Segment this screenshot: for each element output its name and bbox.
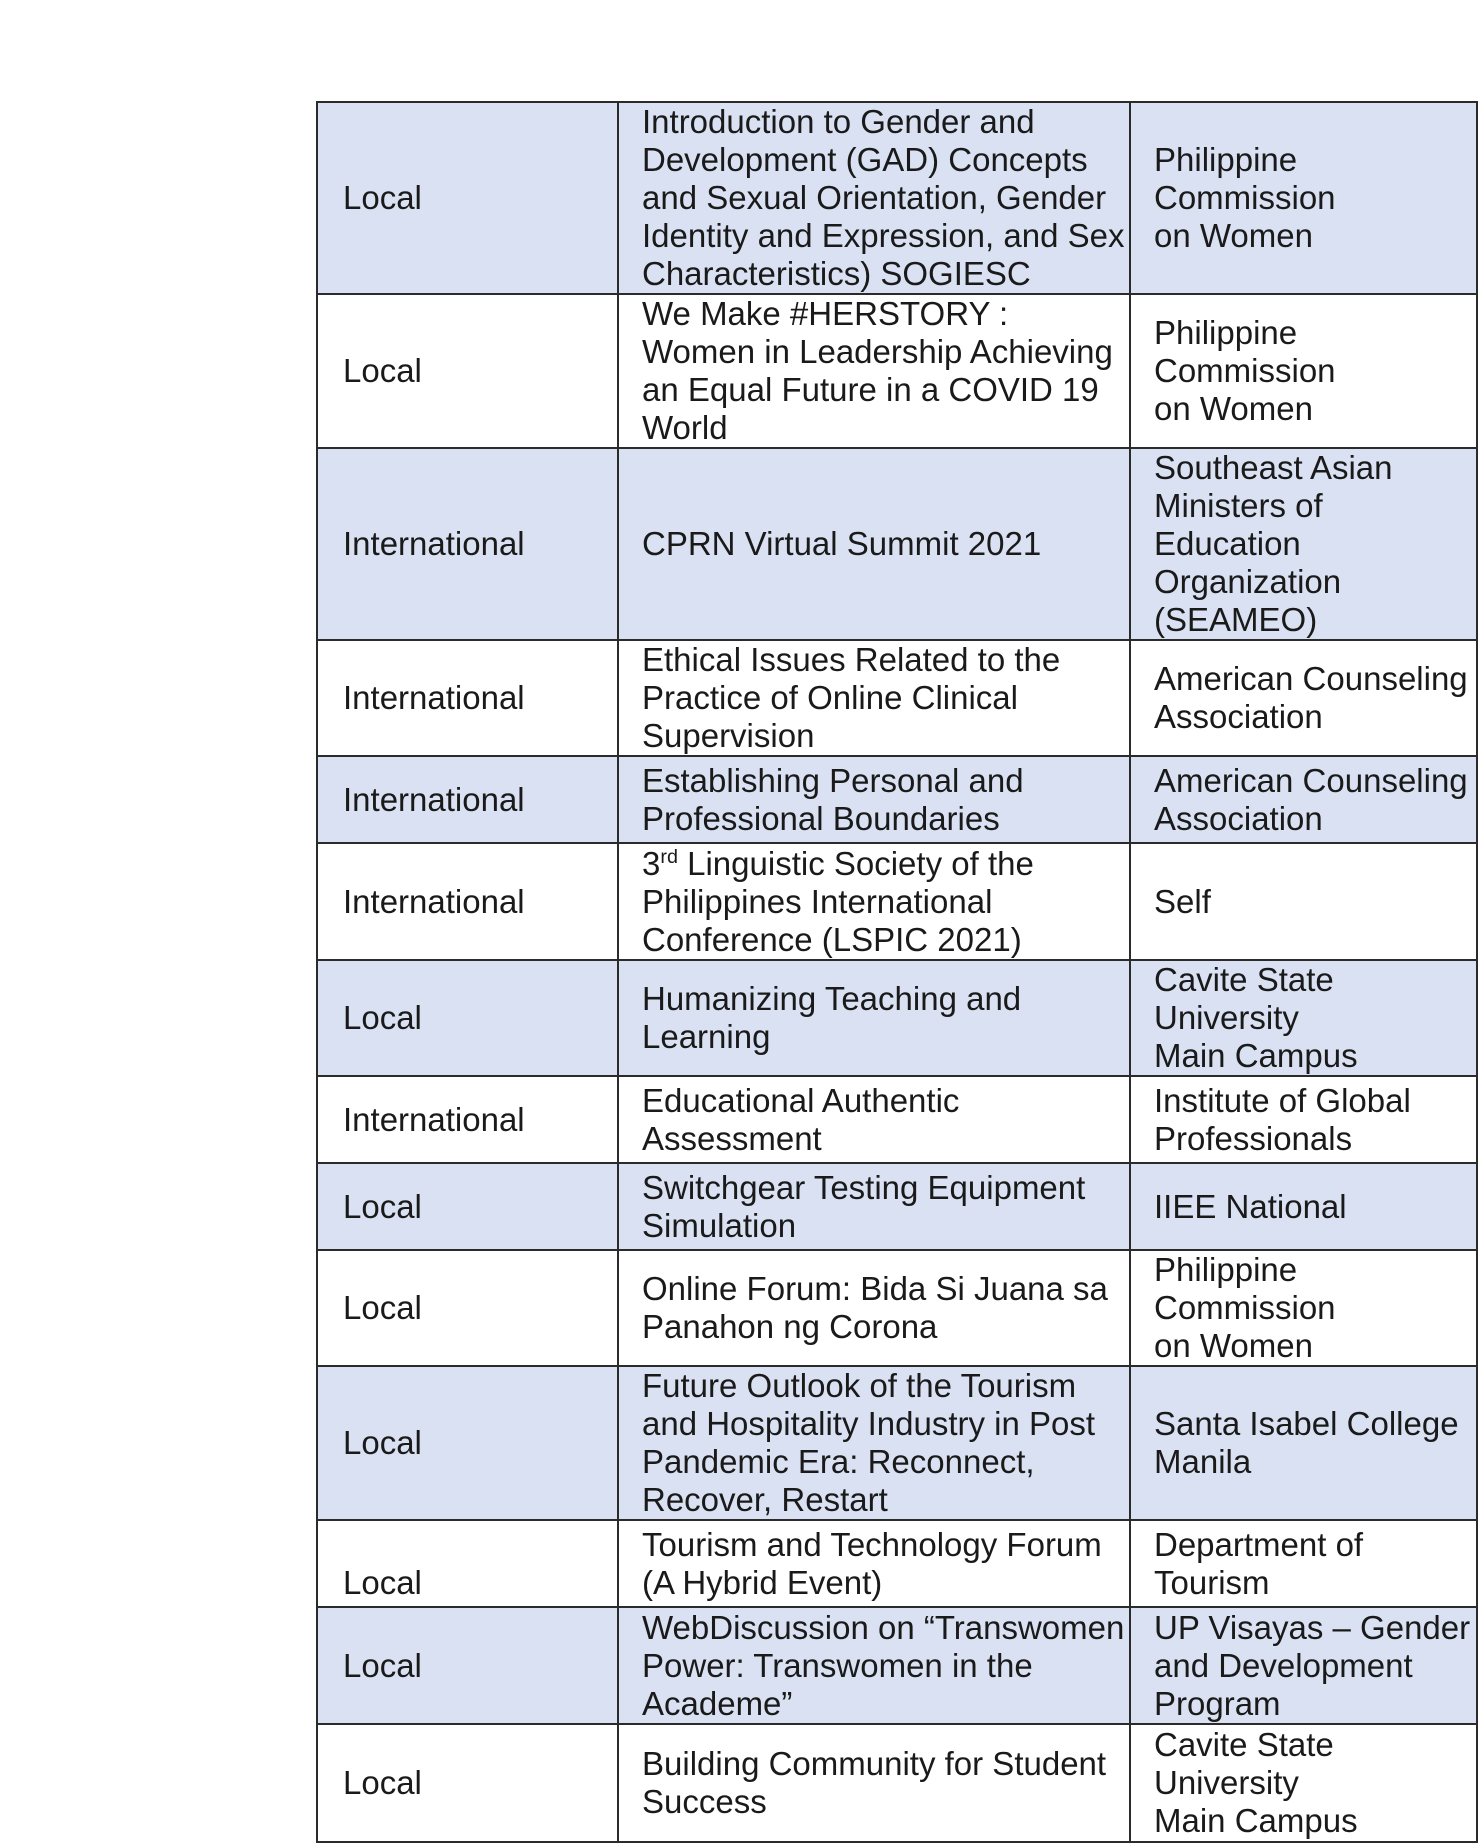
level-cell: Local (317, 1366, 618, 1520)
organizer-cell: Southeast Asian Ministers of Education Organization (SEAMEO) (1130, 448, 1477, 640)
title-ordinal-suffix: rd (660, 845, 678, 868)
level-cell: Local (317, 294, 618, 448)
level-cell: International (317, 756, 618, 843)
title-cell: Switchgear Testing Equipment Simulation (618, 1163, 1130, 1250)
organizer-cell: Philippine Commission on Women (1130, 294, 1477, 448)
organizer-cell: Cavite State University Main Campus (1130, 1724, 1477, 1842)
title-cell: Building Community for Student Success (618, 1724, 1130, 1842)
table-row (317, 1607, 1477, 1724)
organizer-cell: Department of Tourism (1130, 1520, 1477, 1607)
level-cell: Local (317, 1163, 618, 1250)
organizer-cell: Philippine Commission on Women (1130, 102, 1477, 294)
organizer-cell: American Counseling Association (1130, 756, 1477, 843)
table-row (317, 1724, 1477, 1842)
title-cell: CPRN Virtual Summit 2021 (618, 448, 1130, 640)
title-cell: Educational Authentic Assessment (618, 1076, 1130, 1163)
level-cell: International (317, 843, 618, 960)
level-cell: International (317, 640, 618, 756)
level-cell: Local (317, 1607, 618, 1724)
table-row (317, 1250, 1477, 1366)
table-row (317, 1163, 1477, 1250)
organizer-cell: American Counseling Association (1130, 640, 1477, 756)
level-cell: International (317, 448, 618, 640)
title-cell: Online Forum: Bida Si Juana sa Panahon ng Corona (618, 1250, 1130, 1366)
organizer-cell: Institute of Global Professionals (1130, 1076, 1477, 1163)
title-cell: Establishing Personal and Professional Boundaries (618, 756, 1130, 843)
title-cell: Introduction to Gender and Development (GAD) Concepts and Sexual Orientation, Gender Identity and Expression, and Sex Characteristics) SOGIESC (618, 102, 1130, 294)
level-cell: Local (317, 102, 618, 294)
table-row (317, 640, 1477, 756)
table-row (317, 102, 1477, 294)
organizer-cell: Cavite State University Main Campus (1130, 960, 1477, 1076)
organizer-cell: IIEE National (1130, 1163, 1477, 1250)
organizer-cell: Philippine Commission on Women (1130, 1250, 1477, 1366)
table-row (317, 294, 1477, 448)
title-cell: Future Outlook of the Tourism and Hospitality Industry in Post Pandemic Era: Reconnect, Recover, Restart (618, 1366, 1130, 1520)
table-row (317, 756, 1477, 843)
level-cell: Local (317, 1724, 618, 1842)
level-cell: International (317, 1076, 618, 1163)
title-cell: Humanizing Teaching and Learning (618, 960, 1130, 1076)
title-cell: WebDiscussion on “Transwomen Power: Transwomen in the Academe” (618, 1607, 1130, 1724)
organizer-cell: Self (1130, 843, 1477, 960)
title-cell: Tourism and Technology Forum (A Hybrid Event) (618, 1520, 1130, 1607)
level-cell: Local (317, 960, 618, 1076)
trainings-table-container (316, 101, 1471, 1843)
title-ordinal: 3 (642, 844, 661, 882)
organizer-cell: Santa Isabel College Manila (1130, 1366, 1477, 1520)
title-cell: We Make #HERSTORY : Women in Leadership Achieving an Equal Future in a COVID 19 World (618, 294, 1130, 448)
level-cell: Local (317, 1250, 618, 1366)
table-row (317, 448, 1477, 640)
title-cell (618, 843, 1130, 960)
title-cell: Ethical Issues Related to the Practice of Online Clinical Supervision (618, 640, 1130, 756)
title-text: Linguistic Society of the Philippines International Conference (LSPIC 2021) (642, 844, 1034, 958)
level-cell: Local (317, 1520, 618, 1607)
table-row (317, 843, 1477, 960)
organizer-cell: UP Visayas – Gender and Development Program (1130, 1607, 1477, 1724)
trainings-table (316, 101, 1478, 1843)
table-row (317, 960, 1477, 1076)
table-row (317, 1076, 1477, 1163)
table-row (317, 1520, 1477, 1607)
table-row (317, 1366, 1477, 1520)
